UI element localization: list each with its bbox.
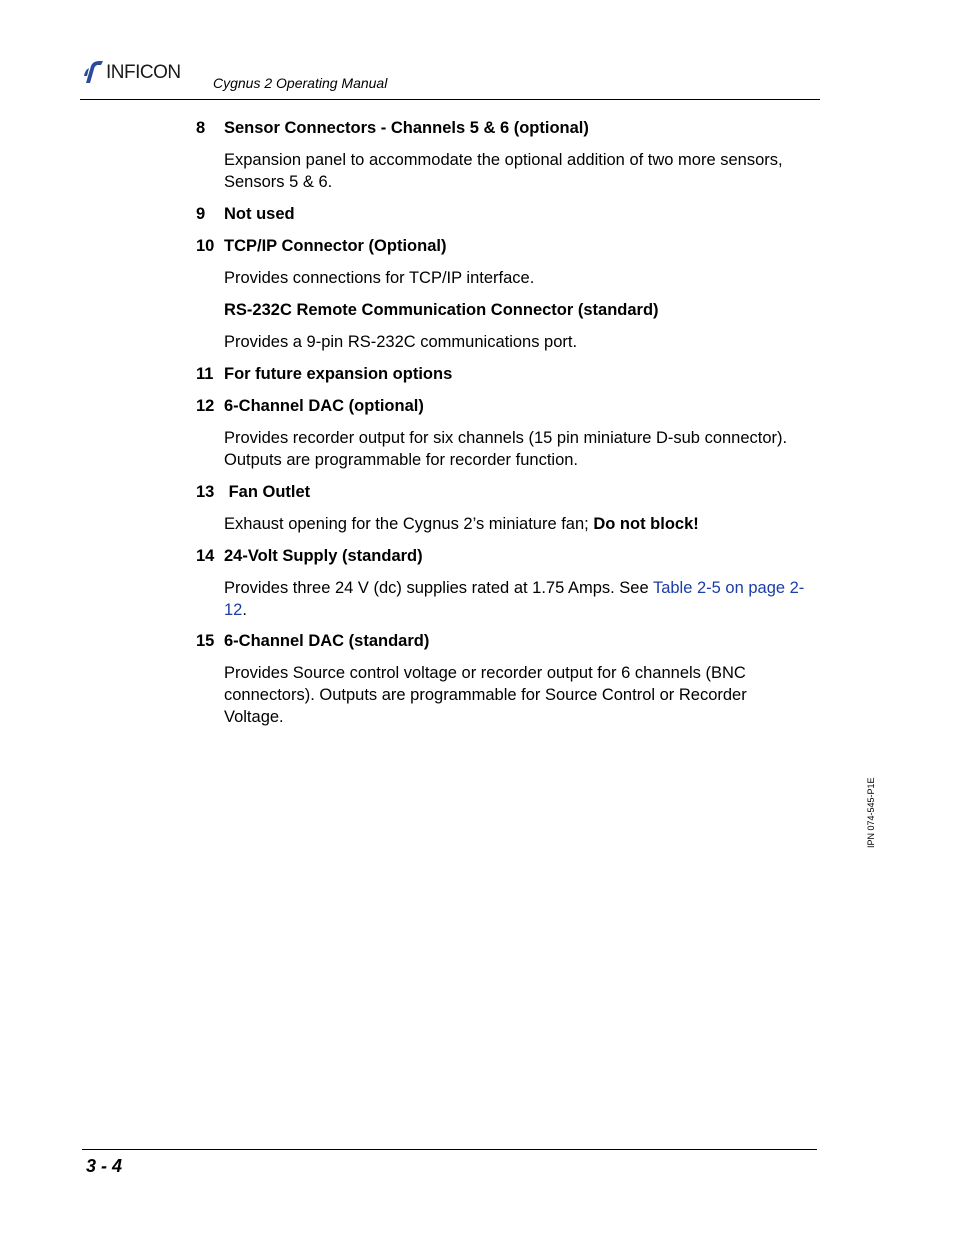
item-13-description [224,513,824,535]
item-13-heading [196,483,311,502]
item-12-description: Provides recorder output for six channels (15 pin miniature D-sub connector). Outputs are programmable for recorder function. [224,429,788,469]
item-number: 12 [196,397,215,415]
item-number: 13 [196,483,215,501]
item-number: 11 [196,365,214,383]
item-9-heading [196,205,295,224]
item-title: 6-Channel DAC (standard) [224,632,430,650]
item-title: Sensor Connectors - Channels 5 & 6 (optional) [224,119,589,137]
item-number: 15 [196,632,215,650]
logo-text: INFICON [106,61,181,83]
item-8-heading [196,119,589,138]
item-11-heading [196,365,453,384]
item-10-sub-description: Provides a 9-pin RS-232C communications port. [224,333,578,351]
item-title: TCP/IP Connector (Optional) [224,237,447,255]
table-reference-link[interactable]: Table 2-5 on page 2-12 [224,579,805,619]
warning-text: Do not block! [593,515,699,533]
item-10-subheading: RS-232C Remote Communication Connector (standard) [224,301,659,319]
item-14-description [224,577,824,621]
item-15-description: Provides Source control voltage or recorder output for 6 channels (BNC connectors). Outputs are programmable for Source Control or Recorder Voltage. [224,664,747,726]
item-14-heading [196,547,423,566]
item-title: Not used [224,205,295,223]
description-text: Exhaust opening for the Cygnus 2’s miniature fan; [224,515,594,533]
description-suffix: . [242,601,247,619]
inficon-swoosh-icon [82,60,104,84]
item-number: 9 [196,205,206,223]
item-title: Fan Outlet [224,483,311,501]
item-10-heading [196,237,447,256]
item-15-heading [196,632,430,651]
item-number: 8 [196,119,206,137]
inficon-logo [82,60,181,84]
description-text: Provides three 24 V (dc) supplies rated at 1.75 Amps. See [224,579,653,597]
manual-title: Cygnus 2 Operating Manual [213,75,388,91]
page-number: 3 - 4 [86,1156,123,1176]
item-number: 14 [196,547,215,565]
header-divider [80,99,820,100]
item-title: 6-Channel DAC (optional) [224,397,424,415]
footer-divider [82,1149,817,1150]
item-10-description: Provides connections for TCP/IP interface. [224,269,535,287]
item-title: For future expansion options [224,365,453,383]
ipn-side-label: IPN 074-545-P1E [866,777,876,848]
item-number: 10 [196,237,215,255]
item-8-description: Expansion panel to accommodate the optional addition of two more sensors, Sensors 5 & 6. [224,151,783,191]
item-title: 24-Volt Supply (standard) [224,547,423,565]
item-12-heading [196,397,424,416]
